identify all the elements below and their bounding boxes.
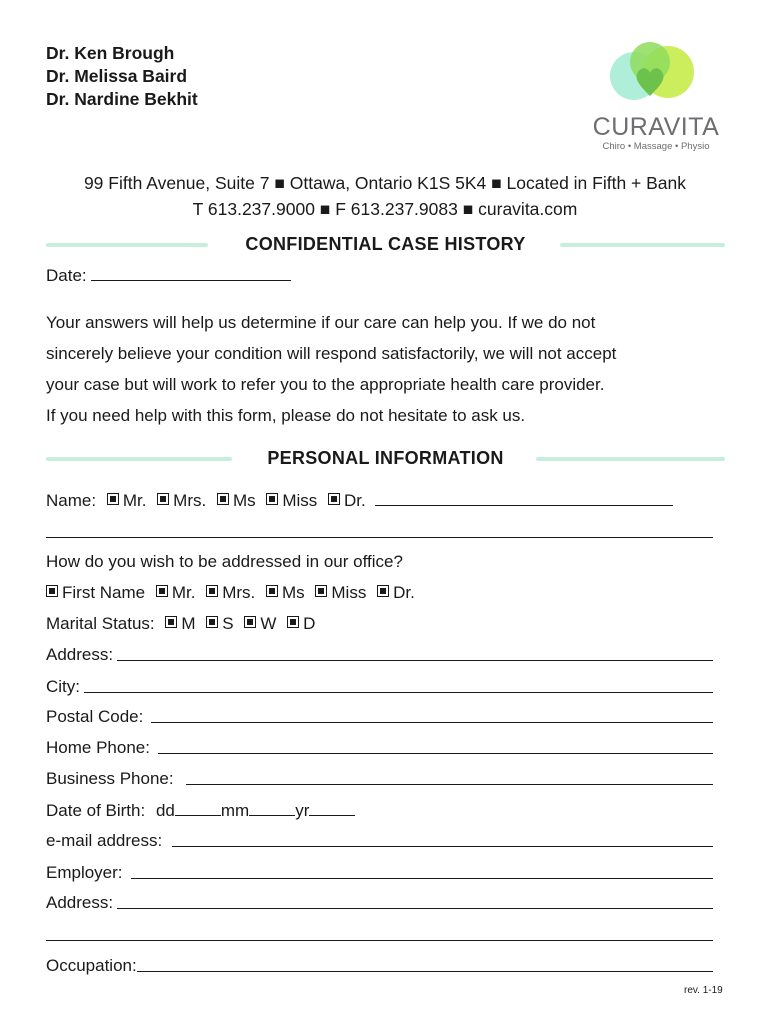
city-blank[interactable]: [84, 675, 713, 693]
checkbox-label: Mr.: [171, 583, 196, 602]
contact-address: 99 Fifth Avenue, Suite 7 ■ Ottawa, Ontario K1S 5K4 ■ Located in Fifth + Bank: [83, 173, 687, 193]
checkbox[interactable]: [328, 493, 340, 505]
checkbox-label: D: [303, 614, 316, 633]
checkbox-label: M: [181, 614, 196, 633]
checkbox[interactable]: [377, 585, 389, 597]
home-phone-label: Home Phone:: [46, 738, 150, 757]
marital-label: Marital Status:: [46, 614, 155, 633]
employer-address-label: Address:: [46, 893, 114, 912]
home-phone-field[interactable]: [46, 736, 713, 760]
checkbox-label: Miss: [282, 491, 318, 510]
dob-month-blank[interactable]: [249, 798, 295, 816]
checkbox-label: Dr.: [344, 491, 366, 510]
intro-line: Your answers will help us determine if our care can help you. If we do not: [46, 313, 596, 332]
checkbox-label: Ms: [281, 583, 305, 602]
dob-day-label: dd: [155, 801, 175, 820]
dob-year-blank[interactable]: [309, 798, 355, 816]
name-continuation[interactable]: [46, 520, 713, 544]
date-field[interactable]: [46, 263, 291, 287]
address-label: Address:: [46, 645, 114, 664]
checkbox-label: First Name: [62, 583, 146, 602]
postal-code-field[interactable]: [46, 705, 713, 729]
date-of-birth-field[interactable]: [46, 798, 355, 822]
email-label: e-mail address:: [46, 831, 163, 850]
checkbox[interactable]: [266, 493, 278, 505]
dob-label: Date of Birth:: [46, 801, 146, 820]
address-blank[interactable]: [117, 643, 713, 661]
doctor-name: Dr. Nardine Bekhit: [46, 89, 198, 109]
intro-paragraph: [46, 307, 726, 431]
curavita-logo: [586, 38, 726, 156]
employer-blank[interactable]: [131, 861, 713, 879]
date-blank[interactable]: [91, 263, 291, 281]
checkbox-label: S: [222, 614, 234, 633]
employer-address-blank-2[interactable]: [46, 923, 713, 941]
checkbox[interactable]: [287, 616, 299, 628]
checkbox-label: Mrs.: [222, 583, 256, 602]
email-blank[interactable]: [172, 829, 713, 847]
doctor-list: [46, 42, 198, 111]
employer-address-blank[interactable]: [117, 891, 713, 909]
name-label: Name:: [46, 491, 97, 510]
home-phone-blank[interactable]: [158, 736, 713, 754]
checkbox[interactable]: [206, 585, 218, 597]
checkbox-label: Mr.: [122, 491, 147, 510]
checkbox[interactable]: [206, 616, 218, 628]
revision-note: rev. 1-19: [684, 985, 723, 996]
dob-month-label: mm: [220, 801, 250, 820]
checkbox-label: Dr.: [393, 583, 415, 602]
occupation-label: Occupation:: [46, 956, 137, 975]
checkbox-label: Mrs.: [173, 491, 207, 510]
checkbox[interactable]: [46, 585, 58, 597]
checkbox[interactable]: [156, 585, 168, 597]
occupation-field[interactable]: [46, 954, 713, 978]
employer-address-continuation[interactable]: [46, 923, 713, 947]
name-blank[interactable]: [375, 488, 673, 506]
checkbox[interactable]: [107, 493, 119, 505]
city-field[interactable]: [46, 675, 713, 699]
logo-wordmark: CURAVITA: [592, 113, 720, 141]
intro-line: sincerely believe your condition will respond satisfactorily, we will not accept: [46, 344, 617, 363]
doctor-name: Dr. Melissa Baird: [46, 66, 188, 86]
checkbox[interactable]: [315, 585, 327, 597]
employer-field[interactable]: [46, 861, 713, 885]
section-title: PERSONAL INFORMATION: [267, 448, 504, 468]
postal-code-label: Postal Code:: [46, 707, 144, 726]
checkbox-label: Miss: [331, 583, 367, 602]
logo-heart-icon: [586, 38, 726, 114]
address-preference-options[interactable]: [46, 581, 415, 605]
name-field[interactable]: [46, 488, 673, 512]
marital-status-field[interactable]: [46, 612, 315, 636]
date-label: Date:: [46, 266, 87, 285]
city-label: City:: [46, 677, 80, 696]
address-field[interactable]: [46, 643, 713, 667]
employer-address-field[interactable]: [46, 891, 713, 915]
postal-code-blank[interactable]: [151, 705, 713, 723]
checkbox[interactable]: [217, 493, 229, 505]
name-blank-2[interactable]: [46, 520, 713, 538]
business-phone-label: Business Phone:: [46, 769, 174, 788]
contact-phone: T 613.237.9000 ■ F 613.237.9083 ■ curavita.com: [192, 199, 578, 219]
employer-label: Employer:: [46, 863, 123, 882]
checkbox-label: W: [260, 614, 277, 633]
business-phone-blank[interactable]: [186, 767, 713, 785]
checkbox[interactable]: [165, 616, 177, 628]
intro-line: If you need help with this form, please do not hesitate to ask us.: [46, 406, 526, 425]
checkbox[interactable]: [157, 493, 169, 505]
address-preference-question: How do you wish to be addressed in our office?: [46, 552, 403, 571]
section-heading-personal: [46, 446, 725, 472]
occupation-blank[interactable]: [137, 954, 713, 972]
checkbox-label: Ms: [232, 491, 256, 510]
section-heading-case-history: [46, 232, 725, 258]
checkbox[interactable]: [266, 585, 278, 597]
email-field[interactable]: [46, 829, 713, 853]
section-title: CONFIDENTIAL CASE HISTORY: [245, 234, 526, 254]
dob-day-blank[interactable]: [175, 798, 221, 816]
intro-line: your case but will work to refer you to the appropriate health care provider.: [46, 375, 605, 394]
logo-tagline: Chiro • Massage • Physio: [602, 141, 710, 152]
business-phone-field[interactable]: [46, 767, 713, 791]
doctor-name: Dr. Ken Brough: [46, 43, 175, 63]
dob-year-label: yr: [295, 801, 310, 820]
checkbox[interactable]: [244, 616, 256, 628]
